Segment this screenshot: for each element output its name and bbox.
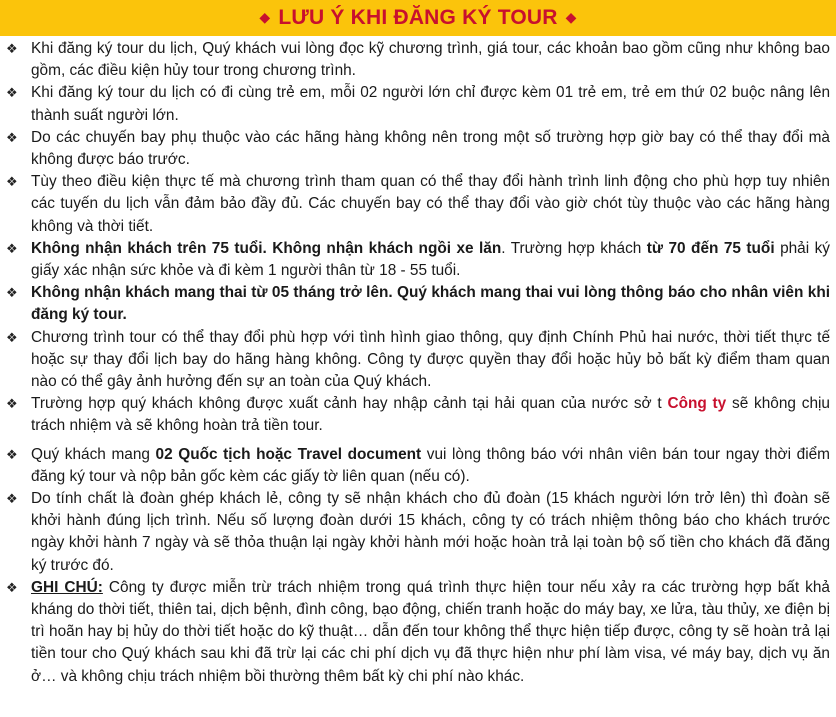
bullet-icon: ❖ (6, 129, 18, 145)
list-item (6, 327, 830, 394)
item-text: GHI CHÚ: Công ty được miễn trừ trách nhiệm trong quá trình thực hiện tour nếu xảy ra các trường hợp bất khả kháng do thời tiết, thiên tai, dịch bệnh, đình công, bạo động, chiến tranh hoặc do máy bay, xe lửa, tàu thủy, xe điện bị trì hoãn hay bị hủy do thời tiết hoặc do kỹ thuật… dẫn đến tour không thể thực hiện tiếp được, công ty sẽ hoàn trả lại tiền tour cho Quý khách sau khi đã trừ lại các chi phí dịch vụ đã thực hiện như phí làm visa, vé máy bay, dịch vụ ăn ở… và không chịu trách nhiệm bồi thường thêm bất kỳ chi phí nào khác. (31, 578, 830, 685)
item-text: Do tính chất là đoàn ghép khách lẻ, công ty sẽ nhận khách cho đủ đoàn (15 khách người lớn trở lên) thì đoàn sẽ khởi hành đúng lịch trình. Nếu số lượng đoàn dưới 15 khách, công ty có trách nhiệm thông báo cho khách trước ngày khởi hành 7 ngày và sẽ thỏa thuận lại ngày khởi hành mới hoặc hoàn trả lại toàn bộ số tiền cho khách đã đăng ký trước đó. (31, 490, 830, 574)
bullet-icon: ❖ (6, 446, 18, 462)
diamond-left-icon: ◆ (259, 8, 271, 25)
notice-list (0, 36, 836, 688)
bullet-icon: ❖ (6, 85, 18, 101)
bullet-icon: ❖ (6, 579, 18, 595)
list-item (6, 171, 830, 238)
bullet-icon: ❖ (6, 329, 18, 345)
item-text: Không nhận khách mang thai từ 05 tháng trở lên. Quý khách mang thai vui lòng thông báo cho nhân viên khi đăng ký tour. (31, 284, 830, 324)
item-text: Chương trình tour có thể thay đổi phù hợp với tình hình giao thông, quy định Chính Phủ hai nước, thời tiết thực tế hoặc sự thay đổi lịch bay do hãng hàng không. Công ty được quyền thay đổi hoặc hủy bỏ bất kỳ điểm tham quan nào có thể gây ảnh hưởng đến sự an toàn của Quý khách. (31, 328, 830, 391)
bullet-icon: ❖ (6, 174, 18, 190)
notice-header (0, 0, 836, 36)
bullet-icon: ❖ (6, 41, 18, 56)
list-item (6, 127, 830, 171)
list-item (6, 444, 830, 488)
item-text: Do các chuyến bay phụ thuộc vào các hãng hàng không nên trong một số trường hợp giờ bay có thể thay đổi mà không được báo trước. (31, 128, 830, 169)
list-item (6, 282, 830, 326)
item-text: Khi đăng ký tour du lịch có đi cùng trẻ em, mỗi 02 người lớn chỉ được kèm 01 trẻ em, trẻ em thứ 02 buộc nâng lên thành suất người lớn. (31, 84, 830, 124)
item-text: Không nhận khách trên 75 tuổi. Không nhận khách ngồi xe lăn. Trường hợp khách từ 70 đến 75 tuổi phải ký giấy xác nhận sức khỏe và đi kèm 1 người thân từ 18 - 55 tuổi. (31, 239, 830, 280)
list-item (6, 82, 830, 126)
item-text: Tùy theo điều kiện thực tế mà chương trình tham quan có thể thay đổi hành trình linh động cho phù hợp tuy nhiên các tuyến du lịch vẫn đảm bảo đầy đủ. Các chuyến bay có thể thay đổi vào giờ chót tùy thuộc vào các hãng hàng không và thời tiết. (31, 173, 830, 235)
item-text: Khi đăng ký tour du lịch, Quý khách vui lòng đọc kỹ chương trình, giá tour, các khoản bao gồm cũng như không bao gồm, các điều kiện hủy tour trong chương trình. (31, 40, 830, 80)
list-item (6, 238, 830, 282)
list-item (6, 393, 830, 437)
notice-title: LƯU Ý KHI ĐĂNG KÝ TOUR (278, 6, 558, 29)
bullet-icon: ❖ (6, 285, 18, 301)
list-item (6, 488, 830, 577)
diamond-right-icon: ◆ (565, 8, 577, 25)
item-text: Trường hợp quý khách không được xuất cảnh hay nhập cảnh tại hải quan của nước sở t Công ty sẽ không chịu trách nhiệm và sẽ không hoàn trả tiền tour. (31, 395, 830, 435)
bullet-icon: ❖ (6, 396, 18, 412)
list-item (6, 38, 830, 82)
item-text: Quý khách mang 02 Quốc tịch hoặc Travel document vui lòng thông báo với nhân viên bán tour ngay thời điểm đăng ký tour và nộp bản gốc kèm các giấy tờ liên quan (nếu có). (31, 445, 830, 485)
list-item (6, 577, 830, 688)
company-link[interactable]: Công ty (667, 395, 727, 413)
note-label: GHI CHÚ: (31, 578, 103, 596)
bullet-icon: ❖ (6, 240, 18, 256)
bullet-icon: ❖ (6, 491, 18, 507)
